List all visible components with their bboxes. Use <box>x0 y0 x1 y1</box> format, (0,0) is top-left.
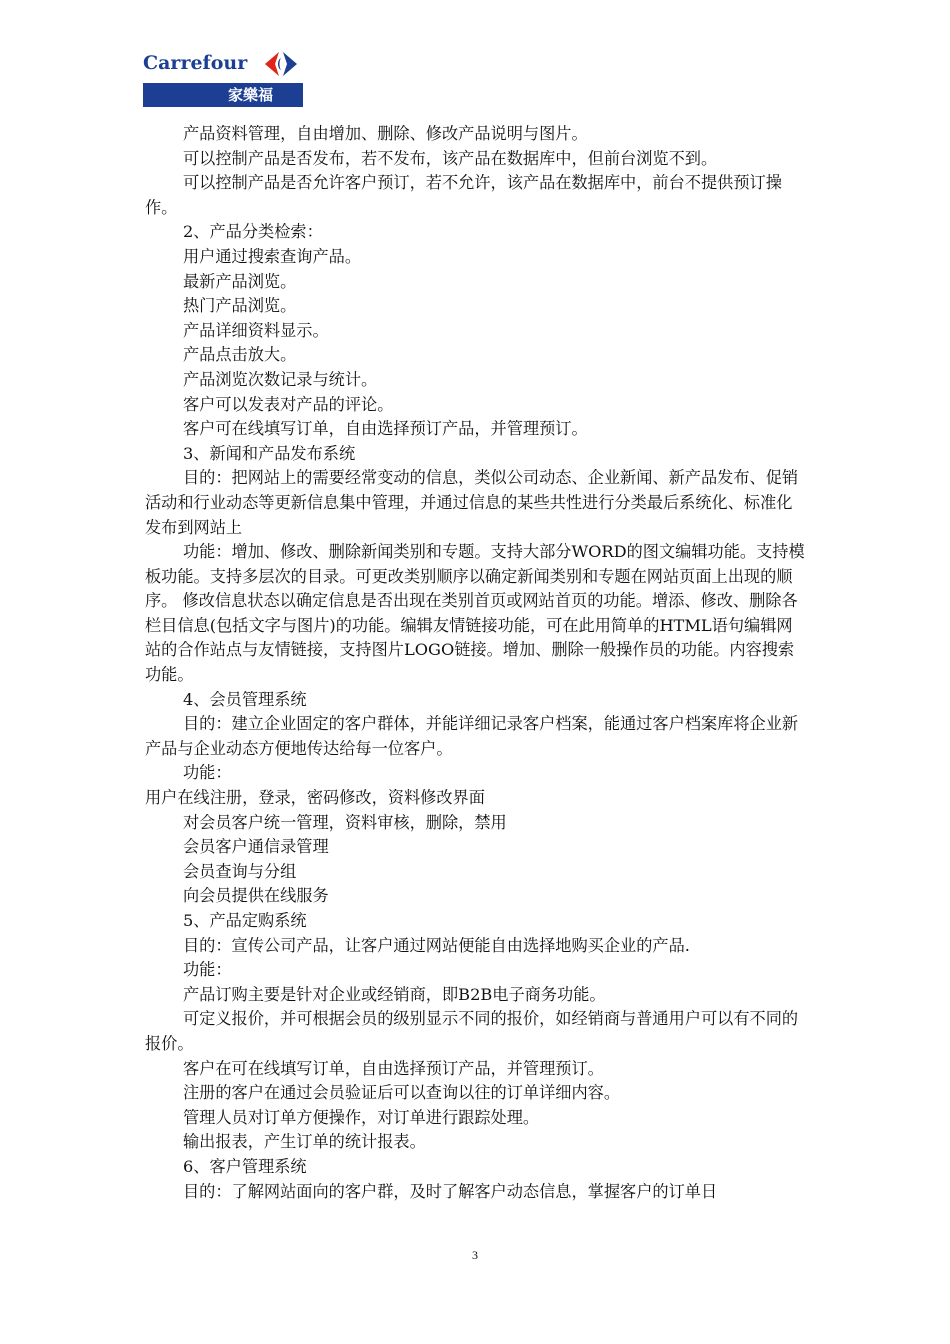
paragraph: 2、产品分类检索： <box>183 222 323 242</box>
paragraph: 注册的客户在通过会员验证后可以查询以往的订单详细内容。 <box>183 1083 621 1103</box>
document-body <box>145 122 808 1204</box>
paragraph: 5、产品定购系统 <box>183 911 307 930</box>
paragraph: 输出报表，产生订单的统计报表。 <box>183 1132 426 1152</box>
paragraph: 可定义报价，并可根据会员的级别显示不同的报价，如经销商与普通用户可以有不同的报价。 <box>145 1009 799 1053</box>
paragraph: 目的：把网站上的需要经常变动的信息，类似公司动态、企业新闻、新产品发布、促销活动和行业动态等更新信息集中管理，并通过信息的某些共性进行分类最后系统化、标准化发布到网站上 <box>145 468 799 537</box>
paragraph: 6、客户管理系统 <box>183 1156 307 1176</box>
paragraph: 热门产品浏览。 <box>183 296 297 316</box>
brand-chinese: 家樂福 <box>227 86 273 104</box>
page-number: 3 <box>472 1248 478 1262</box>
paragraph: 产品浏览次数记录与统计。 <box>183 369 378 389</box>
paragraph: 功能： <box>183 960 232 980</box>
paragraph: 功能： <box>183 763 232 783</box>
brand-chinese-bar <box>143 83 303 107</box>
paragraph: 目的：宣传公司产品，让客户通过网站便能自由选择地购买企业的产品. <box>183 935 690 955</box>
paragraph: 用户在线注册，登录，密码修改，资料修改界面 <box>145 788 485 808</box>
paragraph: 客户可在线填写订单，自由选择预订产品，并管理预订。 <box>183 419 588 439</box>
paragraph: 最新产品浏览。 <box>183 271 297 291</box>
paragraph: 产品详细资料显示。 <box>183 320 329 340</box>
paragraph: 客户在可在线填写订单，自由选择预订产品，并管理预订。 <box>183 1058 604 1078</box>
paragraph: 目的：建立企业固定的客户群体，并能详细记录客户档案，能通过客户档案库将企业新产品与企业动态方便地传达给每一位客户。 <box>145 714 799 758</box>
brand-name: Carrefour <box>143 52 248 74</box>
paragraph: 可以控制产品是否发布，若不发布，该产品在数据库中，但前台浏览不到。 <box>183 148 718 168</box>
paragraph: 产品订购主要是针对企业或经销商，即B2B电子商务功能。 <box>183 984 606 1004</box>
paragraph: 可以控制产品是否允许客户预订，若不允许，该产品在数据库中，前台不提供预订操作。 <box>145 173 782 217</box>
paragraph: 产品点击放大。 <box>183 345 297 365</box>
paragraph: 对会员客户统一管理，资料审核，删除，禁用 <box>183 812 507 832</box>
paragraph: 客户可以发表对产品的评论。 <box>183 394 394 414</box>
paragraph: 会员客户通信录管理 <box>183 837 329 857</box>
carrefour-mark-icon <box>261 50 301 78</box>
paragraph: 会员查询与分组 <box>183 861 297 881</box>
paragraph: 用户通过搜索查询产品。 <box>183 246 362 266</box>
paragraph: 3、新闻和产品发布系统 <box>183 443 356 463</box>
paragraph: 目的：了解网站面向的客户群，及时了解客户动态信息，掌握客户的订单日 <box>183 1181 718 1201</box>
paragraph: 产品资料管理，自由增加、删除、修改产品说明与图片。 <box>183 124 588 143</box>
paragraph: 功能：增加、修改、删除新闻类别和专题。支持大部分WORD的图文编辑功能。支持模板功能。支持多层次的目录。可更改类别顺序以确定新闻类别和专题在网站页面上出现的顺序。 修改信息状态以确定信息是否出现在类别首页或网站首页的功能。增添、修改、删除各栏目信息(包括文字与图片)的功能。编辑友情链接功能，可在此用简单的HTML语句编辑网站的合作站点与友情链接，支持图片LOGO链接。增加、删除一般操作员的功能。内容搜索功能。 <box>145 542 805 685</box>
paragraph: 4、会员管理系统 <box>183 689 307 709</box>
carrefour-logo <box>143 50 303 107</box>
paragraph: 向会员提供在线服务 <box>183 886 329 906</box>
paragraph: 管理人员对订单方便操作，对订单进行跟踪处理。 <box>183 1107 540 1127</box>
